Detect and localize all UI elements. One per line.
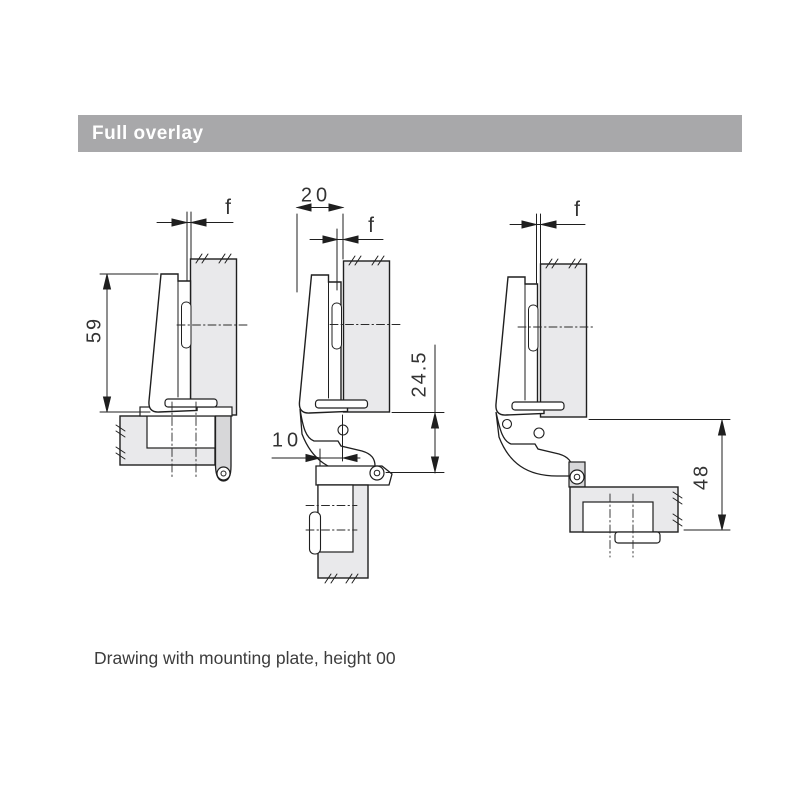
dim-label-20: 20 <box>300 184 332 207</box>
door-panel <box>191 259 237 415</box>
drawing-inset <box>496 214 730 557</box>
dim-label-f-1: f <box>225 196 231 219</box>
section-title: Full overlay <box>92 122 204 144</box>
drawing-caption: Drawing with mounting plate, height 00 <box>94 648 396 668</box>
hinge-crank <box>300 409 392 485</box>
dim-label-f-3: f <box>574 198 580 221</box>
dim-label-24-5: 24.5 <box>408 350 431 398</box>
door-panel <box>344 261 390 412</box>
hinge-arm <box>216 416 232 481</box>
pivot-knuckle <box>570 470 584 484</box>
mounting-plate-assembly <box>570 487 682 543</box>
pivot-knuckle <box>370 466 384 480</box>
pivot-knuckle <box>217 467 230 480</box>
hinge-crank <box>496 412 585 487</box>
dim-label-59: 59 <box>83 316 106 344</box>
mounting-plate-assembly <box>116 407 232 465</box>
dim-label-f-2: f <box>368 214 374 237</box>
door-panel <box>541 264 587 417</box>
mounting-plate-assembly <box>310 485 369 583</box>
dim-label-48: 48 <box>690 463 713 491</box>
dim-label-10: 10 <box>271 429 303 452</box>
drawing-full-overlay <box>100 212 249 481</box>
